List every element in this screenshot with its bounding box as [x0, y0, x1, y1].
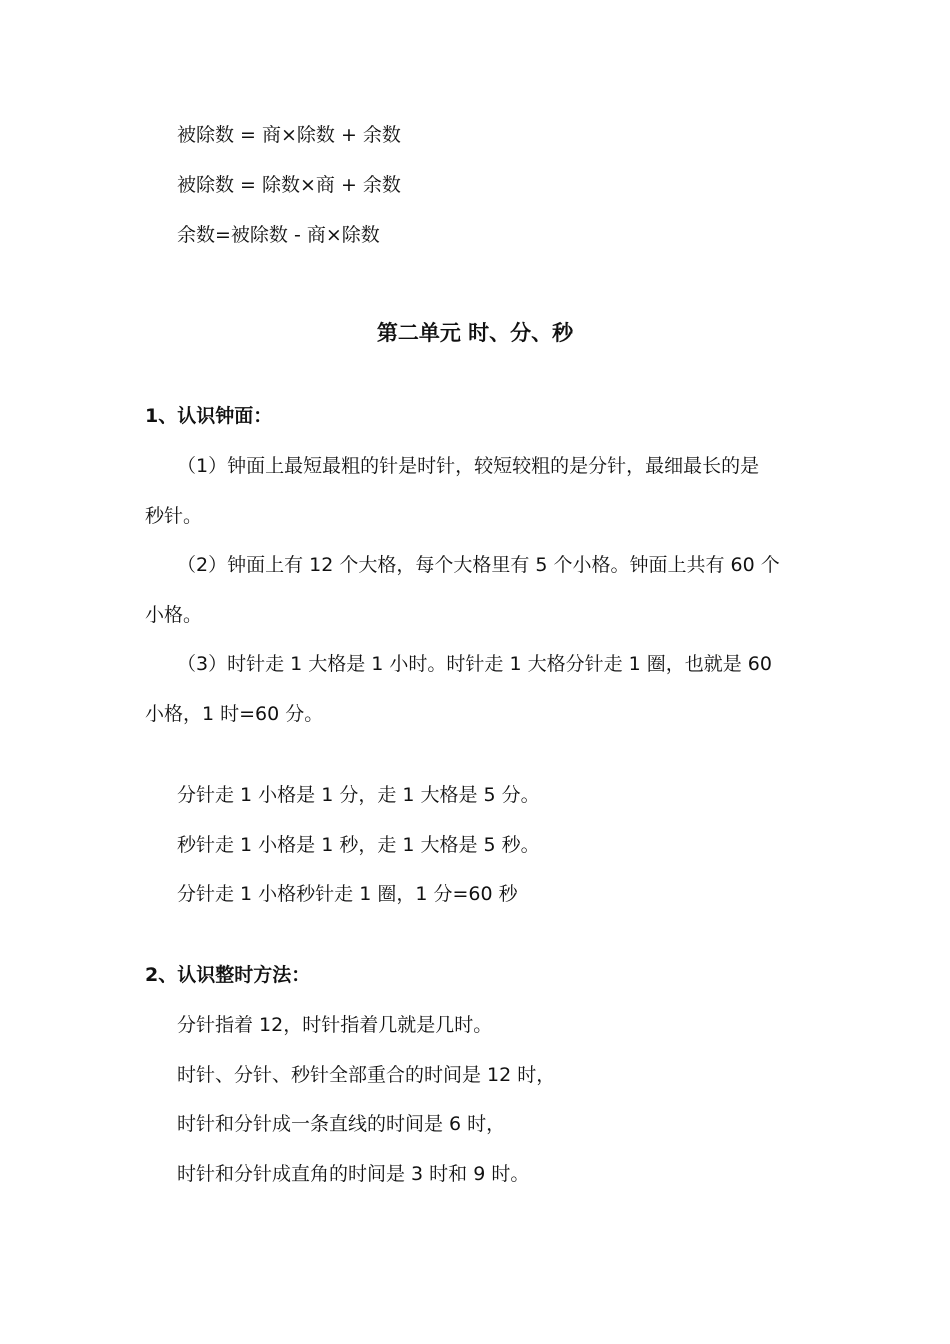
section-2-heading: 2、认识整时方法： [145, 964, 311, 986]
formula-line-2: 被除数 = 除数×商 + 余数 [177, 174, 401, 196]
fact-line-3: 分针走 1 小格秒针走 1 圈，1 分=60 秒 [177, 883, 518, 905]
paragraph-3-line-1: （3）时针走 1 大格是 1 小时。时针走 1 大格分针走 1 圈，也就是 60 [177, 653, 772, 675]
paragraph-2-line-1: （2）钟面上有 12 个大格，每个大格里有 5 个小格。钟面上共有 60 个 [177, 554, 780, 576]
method-line-1: 分针指着 12，时针指着几就是几时。 [177, 1014, 493, 1036]
fact-line-1: 分针走 1 小格是 1 分，走 1 大格是 5 分。 [177, 784, 540, 806]
formula-line-3: 余数=被除数 - 商×除数 [177, 224, 380, 246]
paragraph-1-line-2: 秒针。 [145, 505, 203, 527]
formula-line-1: 被除数 = 商×除数 + 余数 [177, 124, 401, 146]
method-line-2: 时针、分针、秒针全部重合的时间是 12 时， [177, 1064, 556, 1086]
unit-title: 第二单元 时、分、秒 [376, 321, 574, 345]
section-1-heading: 1、认识钟面： [145, 405, 273, 427]
paragraph-1-line-1: （1）钟面上最短最粗的针是时针，较短较粗的是分针，最细最长的是 [177, 455, 760, 477]
fact-line-2: 秒针走 1 小格是 1 秒，走 1 大格是 5 秒。 [177, 834, 540, 856]
paragraph-3-line-2: 小格，1 时=60 分。 [145, 703, 324, 725]
method-line-3: 时针和分针成一条直线的时间是 6 时， [177, 1113, 506, 1135]
method-line-4: 时针和分针成直角的时间是 3 时和 9 时。 [177, 1163, 530, 1185]
paragraph-2-line-2: 小格。 [145, 604, 203, 626]
